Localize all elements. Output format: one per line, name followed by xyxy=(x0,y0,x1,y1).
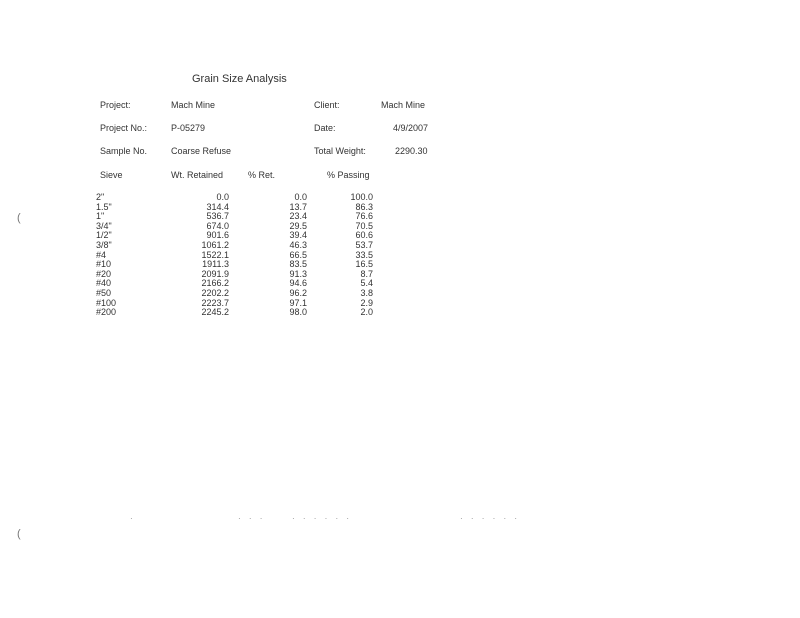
scan-dots-3: · · · · · · xyxy=(292,514,353,523)
sample-no-label: Sample No. xyxy=(100,146,148,156)
sieve-cell: #40 xyxy=(96,278,112,289)
header-sieve: Sieve xyxy=(100,170,123,180)
sieve-cell: #50 xyxy=(96,287,112,298)
wt-retained-cell: 1522.1 xyxy=(201,249,229,260)
sieve-cell: 2" xyxy=(96,192,105,202)
pct-ret-cell: 97.1 xyxy=(289,297,307,308)
pct-ret-cell: 39.4 xyxy=(289,230,307,241)
sieve-cell: #200 xyxy=(96,307,117,318)
sieve-cell: #10 xyxy=(96,259,112,270)
pct-passing-cell: 16.5 xyxy=(355,259,373,270)
wt-retained-cell: 314.4 xyxy=(206,201,229,212)
wt-retained-cell: 1911.3 xyxy=(202,259,229,270)
pct-ret-cell: 83.5 xyxy=(289,259,307,270)
pct-passing-cell: 2.9 xyxy=(360,297,373,308)
project-no-value: P-05279 xyxy=(171,123,206,133)
sample-no-value: Coarse Refuse xyxy=(171,146,232,156)
scan-dots-4: · · · · · · xyxy=(460,514,521,523)
sieve-cell: #4 xyxy=(96,249,107,260)
pct-ret-cell: 91.3 xyxy=(289,268,307,279)
pct-passing-cell: 60.6 xyxy=(355,230,373,241)
sieve-cell: 1" xyxy=(96,211,105,222)
pct-passing-cell: 8.7 xyxy=(360,268,373,279)
total-weight-value: 2290.30 xyxy=(395,146,428,156)
wt-retained-cell: 2166.2 xyxy=(201,278,229,289)
scan-mark-bottom: ( xyxy=(17,528,21,540)
wt-retained-cell: 674.0 xyxy=(206,220,229,231)
sieve-cell: 1/2" xyxy=(96,230,112,241)
sieve-cell: #20 xyxy=(96,268,112,279)
pct-ret-cell: 98.0 xyxy=(289,307,307,318)
table-row xyxy=(96,308,416,318)
sieve-cell: 3/8" xyxy=(96,239,112,250)
total-weight-label: Total Weight: xyxy=(314,146,366,156)
pct-passing-cell: 33.5 xyxy=(355,249,373,260)
header-pct-ret: % Ret. xyxy=(248,170,276,180)
scan-dots-1: · xyxy=(130,514,136,523)
pct-ret-cell: 0.0 xyxy=(294,192,307,202)
pct-passing-cell: 2.0 xyxy=(360,307,373,318)
wt-retained-cell: 0.0 xyxy=(216,192,229,202)
pct-passing-cell: 76.6 xyxy=(355,211,373,222)
pct-ret-cell: 29.5 xyxy=(289,220,307,231)
page-title: Grain Size Analysis xyxy=(192,73,287,85)
pct-passing-cell: 100.0 xyxy=(350,192,373,202)
sieve-table xyxy=(96,193,416,318)
pct-ret-cell: 23.4 xyxy=(289,211,307,222)
pct-ret-cell: 13.7 xyxy=(289,201,307,212)
client-label: Client: xyxy=(314,100,340,110)
scan-dots-2: · · · xyxy=(238,514,266,523)
sieve-cell: #100 xyxy=(96,297,117,308)
wt-retained-cell: 2245.2 xyxy=(201,307,229,318)
pct-passing-cell: 70.5 xyxy=(355,220,373,231)
date-label: Date: xyxy=(314,123,336,133)
client-value: Mach Mine xyxy=(381,100,426,110)
pct-ret-cell: 66.5 xyxy=(289,249,307,260)
pct-ret-cell: 46.3 xyxy=(289,239,307,250)
wt-retained-cell: 2091.9 xyxy=(201,268,229,279)
wt-retained-cell: 1061.2 xyxy=(201,239,229,250)
pct-passing-cell: 3.8 xyxy=(360,287,373,298)
wt-retained-cell: 2202.2 xyxy=(201,287,229,298)
header-pct-passing: % Passing xyxy=(327,170,370,180)
pct-passing-cell: 86.3 xyxy=(355,201,373,212)
project-value: Mach Mine xyxy=(171,100,216,110)
sieve-cell: 1.5" xyxy=(96,201,112,212)
scan-mark-top: ( xyxy=(17,212,21,224)
wt-retained-cell: 901.6 xyxy=(206,230,229,241)
wt-retained-cell: 2223.7 xyxy=(201,297,229,308)
project-label: Project: xyxy=(100,100,131,110)
date-value: 4/9/2007 xyxy=(393,123,429,133)
pct-ret-cell: 96.2 xyxy=(289,287,307,298)
project-no-label: Project No.: xyxy=(100,123,148,133)
wt-retained-cell: 536.7 xyxy=(206,211,229,222)
sieve-cell: 3/4" xyxy=(96,220,112,231)
pct-passing-cell: 5.4 xyxy=(360,278,373,289)
pct-ret-cell: 94.6 xyxy=(289,278,307,289)
header-wt-retained: Wt. Retained xyxy=(171,170,224,180)
pct-passing-cell: 53.7 xyxy=(355,239,373,250)
